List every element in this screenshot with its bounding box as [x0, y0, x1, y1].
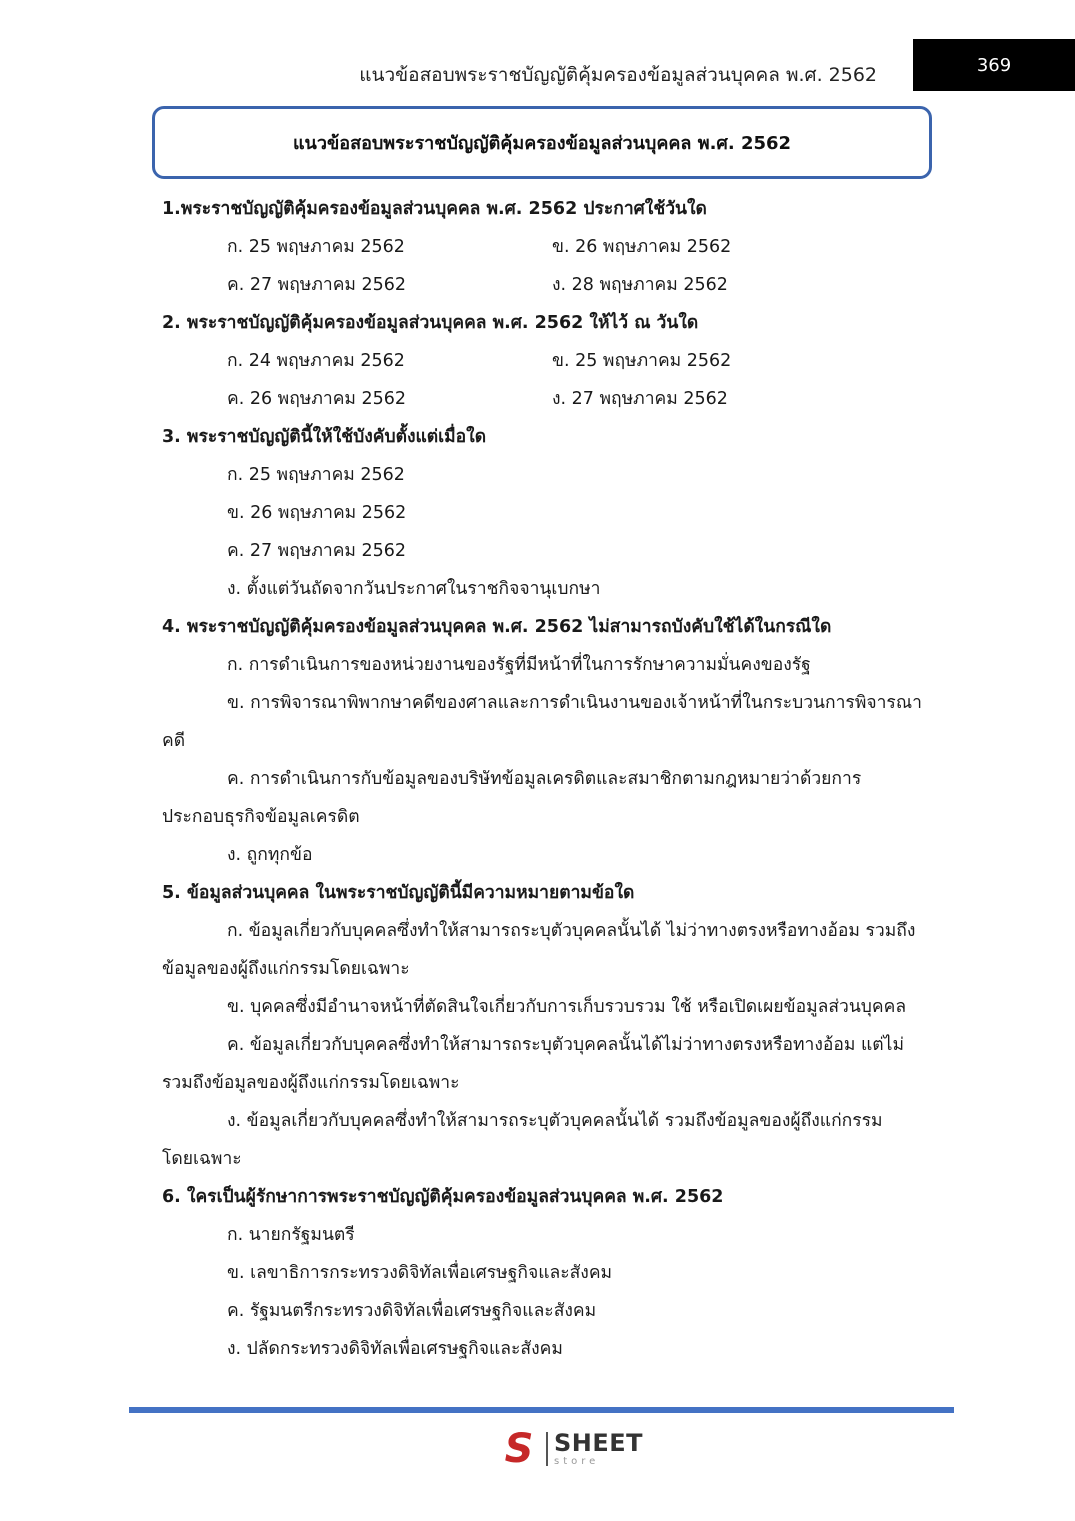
section-title-box [152, 106, 932, 179]
page-number: 369 [913, 39, 1075, 91]
q4-option-c: ค. การดำเนินการกับข้อมูลของบริษัทข้อมูลเครดิตและสมาชิกตามกฎหมายว่าด้วยการ [227, 769, 862, 789]
q6-option-c: ค. รัฐมนตรีกระทรวงดิจิทัลเพื่อเศรษฐกิจและสังคม [227, 1301, 597, 1321]
q3-option-c: ค. 27 พฤษภาคม 2562 [227, 541, 407, 561]
q6-option-d: ง. ปลัดกระทรวงดิจิทัลเพื่อเศรษฐกิจและสังคม [227, 1339, 563, 1359]
question-2: 2. พระราชบัญญัติคุ้มครองข้อมูลส่วนบุคคล พ.ศ. 2562 ให้ไว้ ณ วันใด [162, 313, 699, 333]
q3-option-a: ก. 25 พฤษภาคม 2562 [227, 465, 405, 485]
q5-option-a-continued: ข้อมูลของผู้ถึงแก่กรรมโดยเฉพาะ [162, 959, 410, 979]
question-2-row-2 [162, 380, 932, 418]
q4-option-a: ก. การดำเนินการของหน่วยงานของรัฐที่มีหน้าที่ในการรักษาความมั่นคงของรัฐ [227, 655, 811, 675]
q3-option-b: ข. 26 พฤษภาคม 2562 [227, 503, 407, 523]
question-1-row-2 [162, 266, 932, 304]
q1-option-b: ข. 26 พฤษภาคม 2562 [552, 237, 732, 257]
question-3: 3. พระราชบัญญัตินี้ให้ใช้บังคับตั้งแต่เมื่อใด [162, 427, 487, 447]
question-4: 4. พระราชบัญญัติคุ้มครองข้อมูลส่วนบุคคล พ.ศ. 2562 ไม่สามารถบังคับใช้ได้ในกรณีใด [162, 617, 832, 637]
question-5: 5. ข้อมูลส่วนบุคคล ในพระราชบัญญัตินี้มีความหมายตามข้อใด [162, 883, 635, 903]
question-list [162, 190, 932, 1368]
question-1-row-1 [162, 228, 932, 266]
q5-option-d: ง. ข้อมูลเกี่ยวกับบุคคลซึ่งทำให้สามารถระบุตัวบุคคลนั้นได้ รวมถึงข้อมูลของผู้ถึงแก่กรรม [227, 1111, 883, 1131]
q5-option-c: ค. ข้อมูลเกี่ยวกับบุคคลซึ่งทำให้สามารถระบุตัวบุคคลนั้นได้ไม่ว่าทางตรงหรือทางอ้อม แต่ไม่ [227, 1035, 904, 1055]
footer-divider [129, 1407, 954, 1413]
q1-option-a: ก. 25 พฤษภาคม 2562 [227, 237, 405, 257]
q1-option-c: ค. 27 พฤษภาคม 2562 [227, 275, 407, 295]
question-1: 1.พระราชบัญญัติคุ้มครองข้อมูลส่วนบุคคล พ.ศ. 2562 ประกาศใช้วันใด [162, 199, 707, 219]
q5-option-c-continued: รวมถึงข้อมูลของผู้ถึงแก่กรรมโดยเฉพาะ [162, 1073, 460, 1093]
logo-text [554, 1431, 643, 1467]
question-6: 6. ใครเป็นผู้รักษาการพระราชบัญญัติคุ้มครองข้อมูลส่วนบุคคล พ.ศ. 2562 [162, 1187, 724, 1207]
q2-option-c: ค. 26 พฤษภาคม 2562 [227, 389, 407, 409]
q5-option-a: ก. ข้อมูลเกี่ยวกับบุคคลซึ่งทำให้สามารถระบุตัวบุคคลนั้นได้ ไม่ว่าทางตรงหรือทางอ้อม รวมถึง [227, 921, 916, 941]
logo-sub-text: store [554, 1456, 600, 1467]
running-header-title: แนวข้อสอบพระราชบัญญัติคุ้มครองข้อมูลส่วนบุคคล พ.ศ. 2562 [359, 64, 877, 86]
logo-s-icon: S [504, 1426, 534, 1472]
q3-option-d: ง. ตั้งแต่วันถัดจากวันประกาศในราชกิจจานุเบกษา [227, 579, 601, 599]
q2-option-b: ข. 25 พฤษภาคม 2562 [552, 351, 732, 371]
q4-option-b-continued: คดี [162, 731, 186, 751]
q1-option-d: ง. 28 พฤษภาคม 2562 [552, 275, 728, 295]
section-title: แนวข้อสอบพระราชบัญญัติคุ้มครองข้อมูลส่วนบุคคล พ.ศ. 2562 [292, 133, 792, 154]
sheet-store-logo [500, 1427, 643, 1471]
q2-option-a: ก. 24 พฤษภาคม 2562 [227, 351, 405, 371]
question-2-row-1 [162, 342, 932, 380]
q6-option-a: ก. นายกรัฐมนตรี [227, 1225, 355, 1245]
q4-option-d: ง. ถูกทุกข้อ [227, 845, 313, 865]
q4-option-c-continued: ประกอบธุรกิจข้อมูลเครดิต [162, 807, 360, 827]
q5-option-d-continued: โดยเฉพาะ [162, 1149, 242, 1169]
logo-divider [546, 1432, 548, 1466]
q2-option-d: ง. 27 พฤษภาคม 2562 [552, 389, 728, 409]
q4-option-b: ข. การพิจารณาพิพากษาคดีของศาลและการดำเนินงานของเจ้าหน้าที่ในกระบวนการพิจารณา [227, 693, 922, 713]
q6-option-b: ข. เลขาธิการกระทรวงดิจิทัลเพื่อเศรษฐกิจและสังคม [227, 1263, 613, 1283]
q5-option-b: ข. บุคคลซึ่งมีอำนาจหน้าที่ตัดสินใจเกี่ยวกับการเก็บรวบรวม ใช้ หรือเปิดเผยข้อมูลส่วนบุคคล [227, 997, 907, 1017]
logo-main-text: SHEET [554, 1429, 644, 1457]
